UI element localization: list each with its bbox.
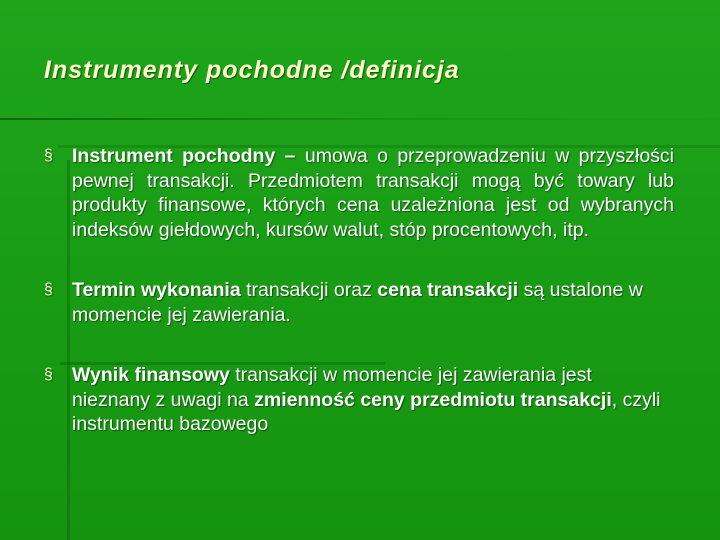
bullet-item (44, 278, 674, 327)
bullet-text-bold: zmienność ceny przedmiotu transakcji (254, 388, 612, 411)
bullet-marker-icon: § (44, 147, 53, 164)
bullet-text: są ustalone w momencie jej zawierania. (72, 279, 643, 326)
bullet-text-bold: Instrument pochodny – (72, 145, 305, 167)
bullet-text-bold: cena transakcji (377, 279, 519, 301)
bullet-marker-icon: § (44, 366, 53, 383)
bullet-text: umowa o przeprowadzeniu w przyszłości pewnej transakcji. Przedmiotem transakcji mogą być towary lub produkty finansowe, których cena uzależniona jest od wybranych indeksów giełdowych, kursów walut, stóp procentowych, itp. (72, 145, 674, 241)
bullet-text: transakcji oraz (240, 279, 378, 301)
bullet-item (44, 363, 674, 437)
bullet-marker-icon: § (44, 281, 53, 298)
bullet-text-bold: Wynik finansowy (72, 364, 230, 386)
title-divider (0, 118, 720, 120)
bullet-text: transakcji w momencie jej zawierania jest nieznany z uwagi na (72, 364, 592, 411)
bullet-list (44, 144, 674, 437)
bullet-text-bold: Termin wykonania (72, 279, 241, 301)
bullet-text: , czyli instrumentu bazowego (72, 388, 661, 435)
bullet-item (44, 144, 674, 242)
slide-title: Instrumenty pochodne /definicja (44, 56, 460, 84)
